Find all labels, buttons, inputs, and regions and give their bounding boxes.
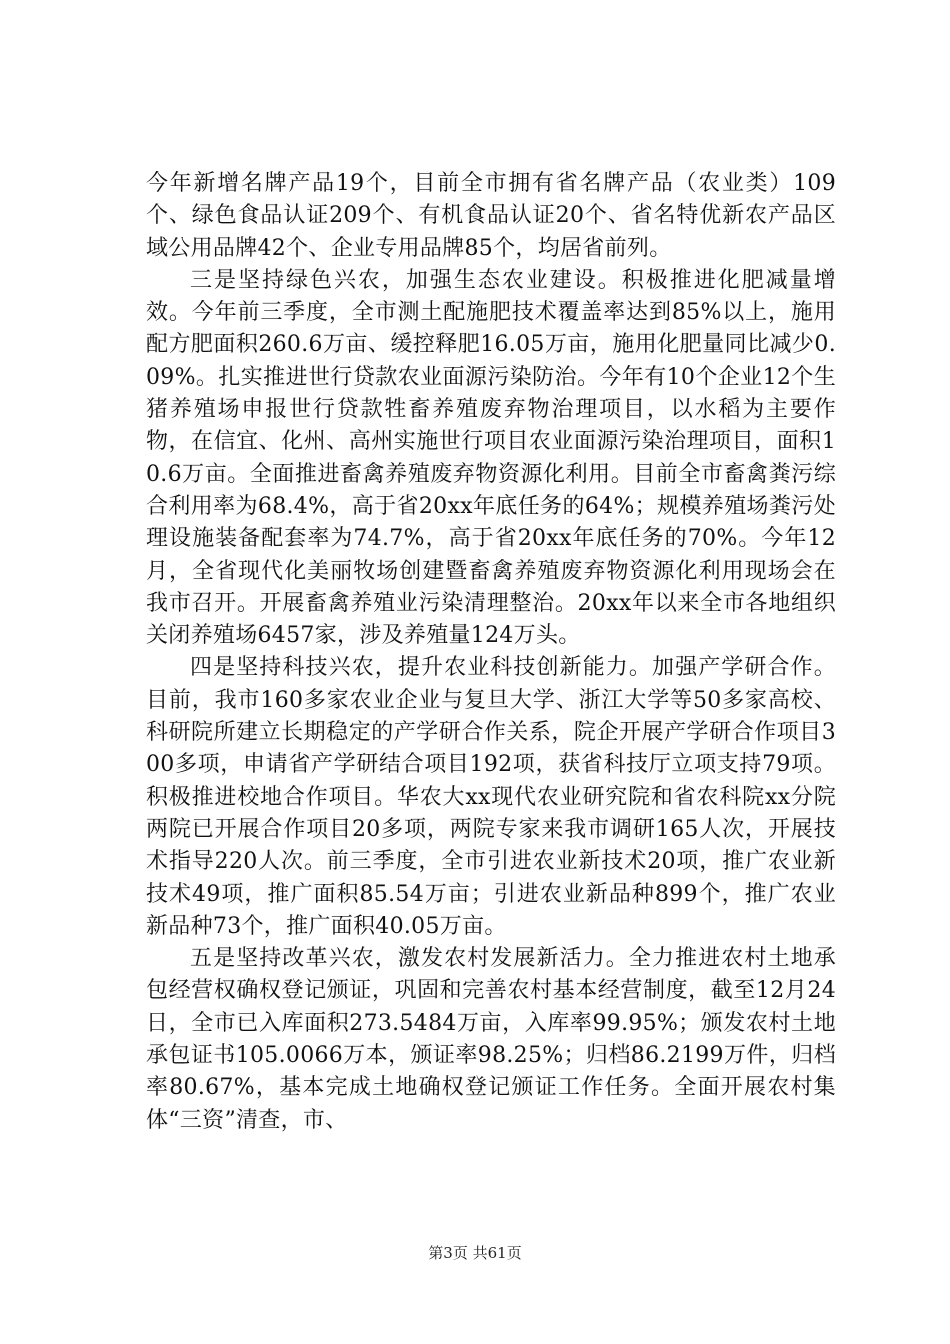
- paragraph-brand-products: 今年新增名牌产品19个，目前全市拥有省名牌产品（农业类）109个、绿色食品认证209个、有机食品认证20个、省名特优新农产品区域公用品牌42个、企业专用品牌85个，均居省前列。: [146, 171, 836, 261]
- page-number-footer: 第3页 共61页: [428, 1244, 522, 1262]
- paragraph-reform-agriculture: 五是坚持改革兴农，激发农村发展新活力。全力推进农村土地承包经营权确权登记颁证，巩固和完善农村基本经营制度，截至12月24日，全市已入库面积273.5484万亩，入库率99.95%；颁发农村土地承包证书105.0066万本，颁证率98.25%；归档86.2199万件，归档率80.67%，基本完成土地确权登记颁证工作任务。全面开展农村集体“三资”清查，市、: [146, 946, 836, 1133]
- document-body: [146, 168, 836, 1137]
- paragraph-green-agriculture: 三是坚持绿色兴农，加强生态农业建设。积极推进化肥减量增效。今年前三季度，全市测土配施肥技术覆盖率达到85%以上，施用配方肥面积260.6万亩、缓控释肥16.05万亩，施用化肥量同比减少0.09%。扎实推进世行贷款农业面源污染防治。今年有10个企业12个生猪养殖场申报世行贷款牲畜养殖废弃物治理项目，以水稻为主要作物，在信宜、化州、高州实施世行项目农业面源污染治理项目，面积10.6万亩。全面推进畜禽养殖废弃物资源化利用。目前全市畜禽粪污综合利用率为68.4%，高于省20xx年底任务的64%；规模养殖场粪污处理设施装备配套率为74.7%，高于省20xx年底任务的70%。今年12月，全省现代化美丽牧场创建暨畜禽养殖废弃物资源化利用现场会在我市召开。开展畜禽养殖业污染清理整治。20xx年以来全市各地组织关闭养殖场6457家，涉及养殖量124万头。: [146, 267, 836, 649]
- paragraph-tech-agriculture: 四是坚持科技兴农，提升农业科技创新能力。加强产学研合作。目前，我市160多家农业企业与复旦大学、浙江大学等50多家高校、科研院所建立长期稳定的产学研合作关系，院企开展产学研合作项目300多项，申请省产学研结合项目192项，获省科技厅立项支持79项。积极推进校地合作项目。华农大xx现代农业研究院和省农科院xx分院两院已开展合作项目20多项，两院专家来我市调研165人次，开展技术指导220人次。前三季度，全市引进农业新技术20项，推广农业新技术49项，推广面积85.54万亩；引进农业新品种899个，推广农业新品种73个，推广面积40.05万亩。: [146, 655, 836, 939]
